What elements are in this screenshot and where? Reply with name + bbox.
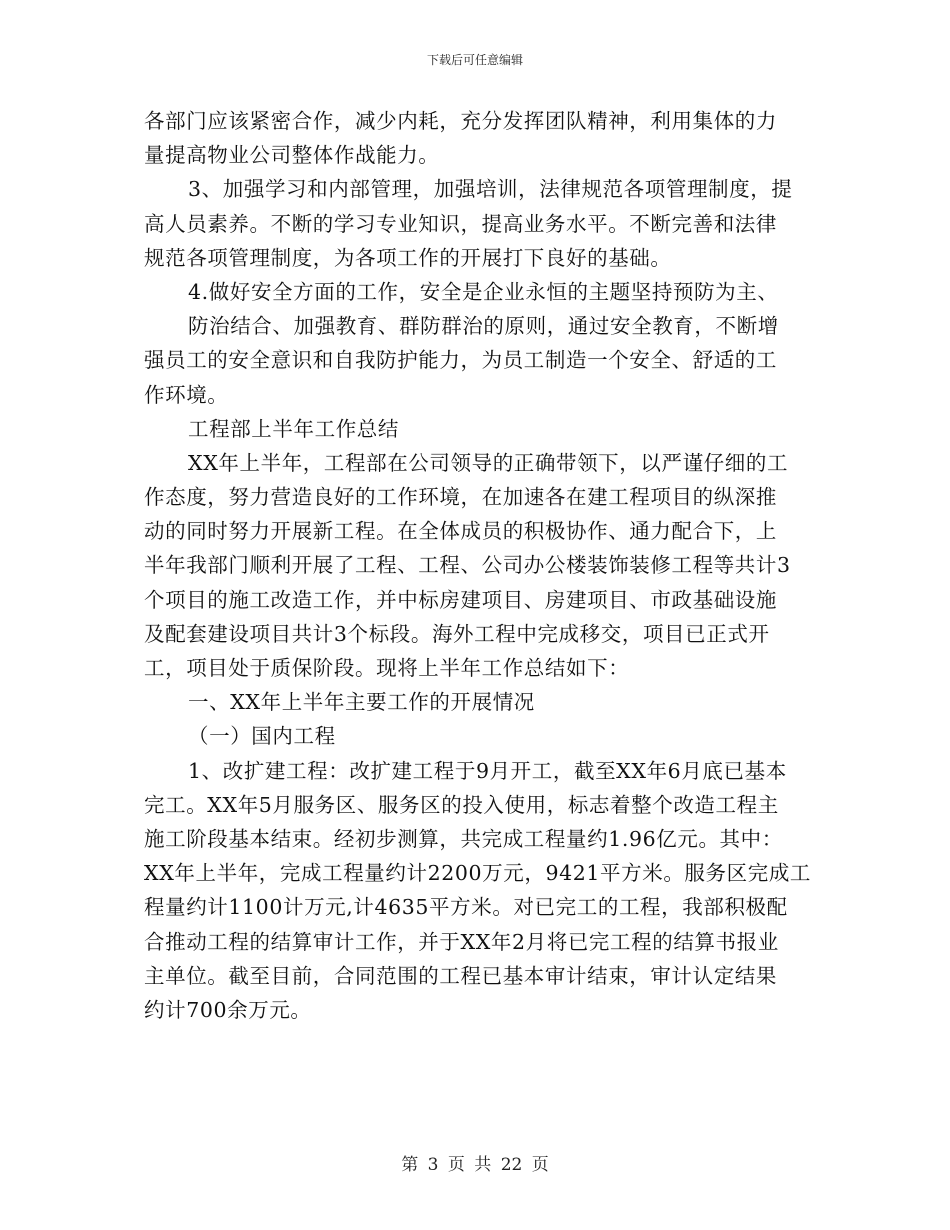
text-line: 各部门应该紧密合作，减少内耗，充分发挥团队精神，利用集体的力: [144, 109, 777, 133]
text-line: 完工。XX年5月服务区、服务区的投入使用，标志着整个改造工程主: [144, 792, 779, 817]
text-line: 量提高物业公司整体作战能力。: [144, 143, 440, 168]
text-line: 动的同时努力开展新工程。在全体成员的积极协作、通力配合下，上: [144, 519, 777, 544]
text-line: 工，项目处于质保阶段。现将上半年工作总结如下：: [144, 656, 630, 680]
text-line: 主单位。截至目前，合同范围的工程已基本审计结束，审计认定结果: [144, 963, 777, 988]
text-line: 强员工的安全意识和自我防护能力，为员工制造一个安全、舒适的工: [144, 348, 777, 373]
text-line: 4.做好安全方面的工作，安全是企业永恒的主题坚持预防为主、: [188, 279, 779, 304]
text-line: 及配套建设项目共计3个标段。海外工程中完成移交，项目已正式开: [144, 621, 770, 646]
text-line: XX年上半年，完成工程量约计2200万元，9421平方米。服务区完成工: [144, 861, 812, 886]
text-line: 高人员素养。不断的学习专业知识，提高业务水平。不断完善和法律: [144, 211, 777, 236]
text-line: 施工阶段基本结束。经初步测算，共完成工程量约1.96亿元。其中：: [144, 826, 783, 851]
text-line: 规范各项管理制度，为各项工作的开展打下良好的基础。: [144, 245, 672, 270]
text-line: 半年我部门顺利开展了工程、工程、公司办公楼装饰装修工程等共计3: [144, 553, 791, 578]
text-line: 作环境。: [144, 382, 229, 407]
text-line: （一）国内工程: [188, 724, 336, 749]
text-line: 3、加强学习和内部管理，加强培训，法律规范各项管理制度，提: [188, 177, 793, 202]
text-line: 防治结合、加强教育、群防群治的原则，通过安全教育，不断增: [188, 314, 779, 339]
text-line: XX年上半年，工程部在公司领导的正确带领下，以严谨仔细的工: [188, 450, 789, 475]
page-footer: 第 3 页 共 22 页: [401, 1155, 549, 1175]
page-header: 下载后可任意编辑: [426, 53, 523, 67]
text-line: 1、改扩建工程：改扩建工程于9月开工，截至XX年6月底已基本: [188, 758, 787, 783]
text-line: 个项目的施工改造工作，并中标房建项目、房建项目、市政基础设施: [144, 587, 777, 612]
document-body: [144, 104, 812, 1027]
text-line: 约计700余万元。: [144, 997, 312, 1022]
text-line: 作态度，努力营造良好的工作环境，在加速各在建工程项目的纵深推: [144, 485, 777, 510]
text-line: 合推动工程的结算审计工作，并于XX年2月将已完工程的结算书报业: [144, 929, 779, 954]
text-line: 程量约计1100计万元,计4635平方米。对已完工的工程，我部积极配: [144, 895, 788, 920]
text-line: 工程部上半年工作总结: [188, 416, 399, 441]
text-line: 一、XX年上半年主要工作的开展情况: [188, 690, 535, 715]
